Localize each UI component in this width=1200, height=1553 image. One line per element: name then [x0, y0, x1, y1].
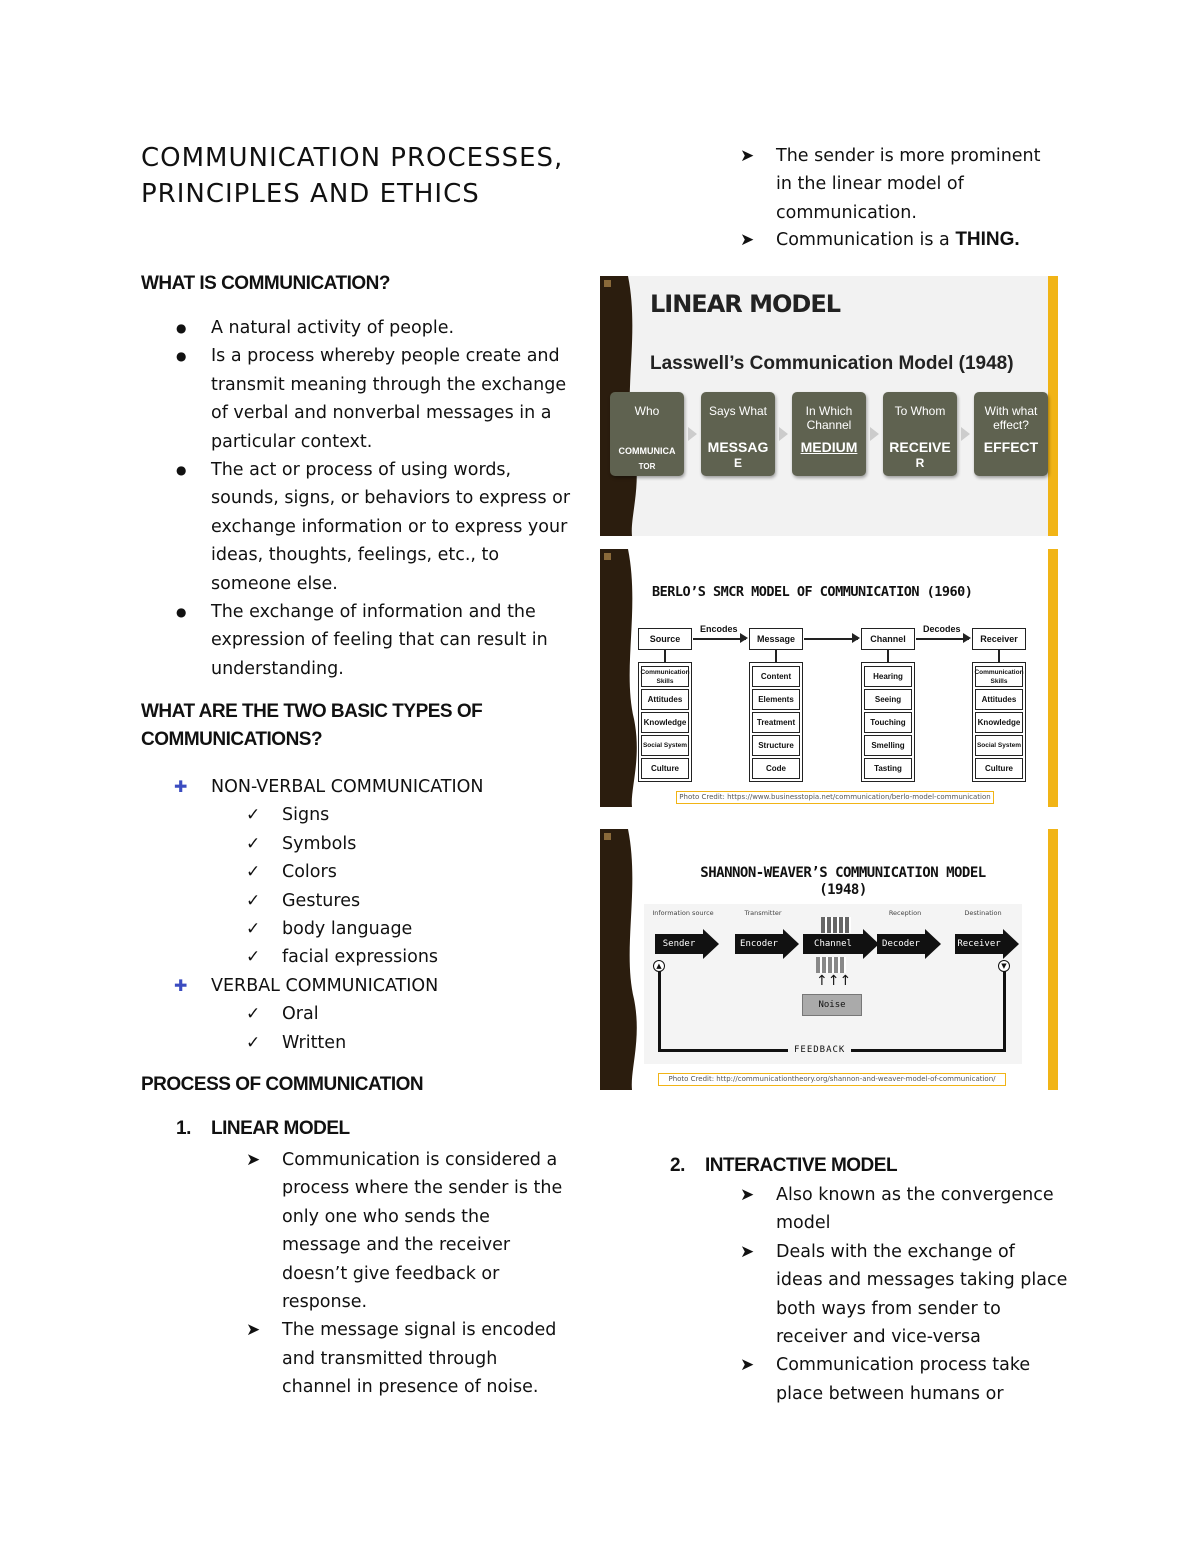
- linear-item-line: channel in presence of noise.: [282, 1377, 539, 1398]
- berlo-head-box: Source: [638, 628, 692, 650]
- checkmark-icon: ✓: [246, 1004, 261, 1025]
- arrow-right-icon: [703, 929, 719, 959]
- interactive-label: INTERACTIVE MODEL: [705, 1155, 898, 1176]
- berlo-attribute-cell: Social System: [641, 735, 689, 756]
- slide-berlo-model: [600, 549, 1058, 807]
- thing-prefix: Communication is a: [776, 230, 956, 250]
- title-line-2: PRINCIPLES AND ETHICS: [141, 179, 480, 209]
- berlo-connector-line: [804, 638, 858, 640]
- feedback-loop-line: [1003, 971, 1006, 1052]
- what-is-item-line: Is a process whereby people create and: [211, 346, 560, 367]
- right-linear-item-line: The sender is more prominent: [776, 146, 1041, 166]
- linear-item-line: and transmitted through: [282, 1348, 498, 1369]
- berlo-vertical-line: [998, 650, 1000, 662]
- slide3-title-line-2: (1948): [819, 882, 867, 898]
- checkmark-icon: ✓: [246, 1032, 261, 1053]
- berlo-attribute-cell: Tasting: [864, 758, 912, 779]
- slide1-title: LINEAR MODEL: [650, 290, 841, 318]
- sw-stage-box: Decoder: [877, 934, 925, 954]
- interactive-item-line: Also known as the convergence: [776, 1185, 1054, 1205]
- encodes-label: Encodes: [700, 624, 738, 634]
- sw-stage-caption: Transmitter: [744, 909, 782, 917]
- lasswell-box-answer: [701, 440, 775, 471]
- verbal-item: Oral: [282, 1004, 319, 1025]
- lasswell-box-answer-line-1: COMMUNICA: [618, 446, 676, 456]
- sw-stage-caption: Information source: [652, 909, 714, 917]
- verbal-item: Written: [282, 1032, 347, 1053]
- sw-stage-box: Encoder: [735, 934, 783, 954]
- berlo-head-box: Message: [749, 628, 803, 650]
- lasswell-box-answer-line-2: E: [733, 456, 742, 470]
- what-is-heading: WHAT IS COMMUNICATION?: [141, 273, 390, 294]
- what-is-item-line: The exchange of information and the: [211, 602, 536, 622]
- berlo-attribute-column: [749, 662, 803, 782]
- lasswell-box: [792, 392, 866, 476]
- thing-word: THING.: [955, 229, 1020, 250]
- slide-accent-bar: [1048, 276, 1058, 536]
- slide1-subtitle: Lasswell’s Communication Model (1948): [650, 353, 1014, 374]
- nonverbal-item: Colors: [282, 862, 337, 883]
- arrow-right-icon: [783, 929, 799, 959]
- lasswell-box-answer: [974, 440, 1048, 455]
- lasswell-box-answer: [883, 440, 957, 471]
- title-line-1: COMMUNICATION PROCESSES,: [141, 143, 564, 173]
- what-is-item-line: ideas, thoughts, feelings, etc., to: [211, 545, 500, 566]
- interactive-item-line: ideas and messages taking place: [776, 1270, 1068, 1291]
- sw-stage-box: Channel: [803, 934, 863, 954]
- berlo-attribute-cell: Communication Skills: [975, 666, 1023, 687]
- lasswell-box-answer-line-1: MESSAG: [707, 439, 769, 455]
- slide-shannon-weaver-model: [600, 829, 1058, 1090]
- arrow-right-icon: [870, 427, 879, 441]
- slide3-photo-credit: Photo Credit: http://communicationtheory.org/shannon-and-weaver-model-of-communication/: [658, 1073, 1006, 1086]
- circle-down-icon: ▼: [998, 960, 1010, 972]
- berlo-vertical-line: [775, 650, 777, 662]
- right-linear-item-line: in the linear model of: [776, 174, 964, 195]
- berlo-attribute-column: [638, 662, 692, 782]
- nonverbal-item: body language: [282, 919, 413, 939]
- arrow-bullet-icon: ➤: [740, 1185, 755, 1205]
- arrow-bullet-icon: ➤: [740, 230, 755, 250]
- what-is-item-line: A natural activity of people.: [211, 318, 455, 338]
- lasswell-box-answer-line-2: R: [915, 456, 925, 470]
- linear-item-line: message and the receiver: [282, 1235, 511, 1256]
- bullet-dot-icon: ●: [176, 605, 187, 619]
- lasswell-box-answer-line-2: TOR: [638, 462, 656, 471]
- checkmark-icon: ✓: [246, 833, 261, 854]
- linear-item-line: Communication is considered a: [282, 1150, 558, 1170]
- lasswell-box-question: Says What: [708, 404, 768, 418]
- lasswell-box: [974, 392, 1048, 476]
- berlo-attribute-cell: Code: [752, 758, 800, 779]
- berlo-connector-line: [693, 638, 746, 640]
- arrow-right-icon: [852, 633, 860, 643]
- decodes-label: Decodes: [923, 624, 961, 634]
- lasswell-box-answer-line-1: MEDIUM: [800, 439, 858, 455]
- linear-item-line: doesn’t give feedback or: [282, 1263, 500, 1284]
- sw-stage-box: Receiver: [955, 934, 1003, 954]
- berlo-head-box: Channel: [861, 628, 915, 650]
- what-is-item-line: someone else.: [211, 573, 338, 594]
- lasswell-box: [701, 392, 775, 476]
- berlo-attribute-cell: Hearing: [864, 666, 912, 687]
- berlo-attribute-cell: Communication Skills: [641, 666, 689, 687]
- checkmark-icon: ✓: [246, 890, 261, 911]
- berlo-attribute-cell: Knowledge: [975, 712, 1023, 733]
- linear-label: LINEAR MODEL: [211, 1118, 350, 1139]
- sw-stage-caption: Reception: [888, 909, 922, 917]
- what-is-item-line: of verbal and nonverbal messages in a: [211, 403, 552, 424]
- slide2-title: BERLO’S SMCR MODEL OF COMMUNICATION (1960): [652, 584, 973, 600]
- nonverbal-item: Symbols: [282, 833, 357, 854]
- what-is-item-line: exchange information or to express your: [211, 516, 568, 537]
- lasswell-box-question: In Which Channel: [805, 404, 853, 432]
- interactive-item-line: Deals with the exchange of: [776, 1241, 1015, 1262]
- berlo-attribute-column: [861, 662, 915, 782]
- berlo-attribute-cell: Treatment: [752, 712, 800, 733]
- what-is-item-line: expression of feeling that can result in: [211, 630, 548, 651]
- linear-number: 1.: [176, 1118, 191, 1139]
- interactive-item-line: both ways from sender to: [776, 1298, 1001, 1319]
- lasswell-box-answer-line-1: EFFECT: [983, 439, 1039, 455]
- berlo-attribute-column: [972, 662, 1026, 782]
- berlo-attribute-cell: Social System: [975, 735, 1023, 756]
- arrow-right-icon: [961, 427, 970, 441]
- slide2-photo-credit: Photo Credit: https://www.businesstopia.net/communication/berlo-model-communication: [676, 791, 994, 804]
- circle-up-icon: ▲: [653, 960, 665, 972]
- berlo-attribute-cell: Seeing: [864, 689, 912, 710]
- what-is-item-line: The act or process of using words,: [211, 460, 512, 480]
- berlo-attribute-cell: Attitudes: [975, 689, 1023, 710]
- berlo-attribute-cell: Attitudes: [641, 689, 689, 710]
- feedback-label: FEEDBACK: [788, 1044, 851, 1057]
- bullet-dot-icon: ●: [176, 463, 187, 477]
- checkmark-icon: ✓: [246, 947, 261, 968]
- plus-star-icon: ✚: [174, 975, 188, 995]
- arrow-right-icon: [963, 633, 971, 643]
- nonverbal-item: facial expressions: [282, 947, 439, 968]
- linear-item-line: process where the sender is the: [282, 1178, 563, 1199]
- what-is-item-line: transmit meaning through the exchange: [211, 374, 567, 395]
- lasswell-box-answer: [792, 440, 866, 455]
- checkmark-icon: ✓: [246, 805, 261, 826]
- linear-item-line: response.: [282, 1292, 368, 1312]
- lasswell-box: [883, 392, 957, 476]
- arrow-right-icon: [688, 427, 697, 441]
- arrow-bullet-icon: ➤: [246, 1150, 261, 1170]
- lasswell-box-question: Who: [634, 404, 660, 418]
- interactive-item-line: receiver and vice-versa: [776, 1327, 981, 1347]
- arrow-bullet-icon: ➤: [246, 1320, 261, 1341]
- types-heading-line-2: COMMUNICATIONS?: [141, 729, 323, 750]
- process-heading: PROCESS OF COMMUNICATION: [141, 1074, 424, 1095]
- slide3-title-line-1: SHANNON-WEAVER’S COMMUNICATION MODEL: [700, 865, 986, 881]
- lasswell-box: [610, 392, 684, 476]
- interactive-item-line: model: [776, 1213, 831, 1234]
- linear-item-line: The message signal is encoded: [282, 1320, 557, 1341]
- page-title: [141, 140, 563, 212]
- berlo-attribute-cell: Touching: [864, 712, 912, 733]
- what-is-item-line: particular context.: [211, 431, 373, 452]
- arrow-right-icon: [740, 633, 748, 643]
- checkmark-icon: ✓: [246, 919, 261, 939]
- arrow-bullet-icon: ➤: [740, 146, 755, 166]
- berlo-connector-line: [916, 638, 969, 640]
- noise-up-arrows-icon: ↑↑↑: [816, 973, 852, 989]
- berlo-head-box: Receiver: [972, 628, 1026, 650]
- bullet-dot-icon: ●: [176, 349, 187, 364]
- slide-corner-icon: [604, 280, 611, 287]
- berlo-attribute-cell: Elements: [752, 689, 800, 710]
- berlo-vertical-line: [664, 650, 666, 662]
- noise-signal-icon: [821, 917, 851, 933]
- verbal-label: VERBAL COMMUNICATION: [211, 975, 439, 996]
- arrow-bullet-icon: ➤: [740, 1241, 755, 1262]
- lasswell-box-question: To Whom: [894, 404, 946, 418]
- lasswell-box-answer-line-1: RECEIVE: [889, 439, 951, 455]
- what-is-item-line: understanding.: [211, 658, 344, 679]
- arrow-right-icon: [779, 427, 788, 441]
- berlo-attribute-cell: Culture: [641, 758, 689, 779]
- noise-box: Noise: [802, 994, 862, 1016]
- berlo-attribute-cell: Culture: [975, 758, 1023, 779]
- interactive-item-line: Communication process take: [776, 1355, 1031, 1376]
- right-linear-item-line: communication.: [776, 202, 917, 223]
- linear-item-line: only one who sends the: [282, 1206, 490, 1227]
- slide-linear-model: [600, 276, 1058, 536]
- types-heading: [141, 698, 482, 754]
- checkmark-icon: ✓: [246, 862, 261, 883]
- what-is-item-line: sounds, signs, or behaviors to express or: [211, 488, 571, 509]
- plus-star-icon: ✚: [174, 777, 188, 796]
- berlo-attribute-cell: Content: [752, 666, 800, 687]
- nonverbal-item: Signs: [282, 805, 330, 826]
- lasswell-box-answer: [610, 444, 684, 474]
- bullet-dot-icon: ●: [176, 321, 187, 335]
- lasswell-box-question: With what effect?: [984, 404, 1038, 432]
- berlo-attribute-cell: Structure: [752, 735, 800, 756]
- nonverbal-item: Gestures: [282, 890, 361, 911]
- berlo-attribute-cell: Knowledge: [641, 712, 689, 733]
- arrow-right-icon: [1003, 929, 1019, 959]
- interactive-item-line: place between humans or: [776, 1383, 1004, 1404]
- sw-stage-caption: Destination: [964, 909, 1002, 917]
- sw-diagram: [600, 829, 1058, 1090]
- berlo-diagram: [600, 549, 1058, 807]
- nonverbal-label: NON-VERBAL COMMUNICATION: [211, 777, 484, 797]
- sw-stage-box: Sender: [655, 934, 703, 954]
- arrow-bullet-icon: ➤: [740, 1355, 755, 1376]
- arrow-right-icon: [925, 929, 941, 959]
- types-heading-line-1: WHAT ARE THE TWO BASIC TYPES OF: [141, 701, 483, 722]
- feedback-loop-line: [658, 971, 661, 1052]
- berlo-vertical-line: [887, 650, 889, 662]
- interactive-number: 2.: [670, 1155, 685, 1176]
- noise-signal-icon: [816, 957, 846, 973]
- berlo-attribute-cell: Smelling: [864, 735, 912, 756]
